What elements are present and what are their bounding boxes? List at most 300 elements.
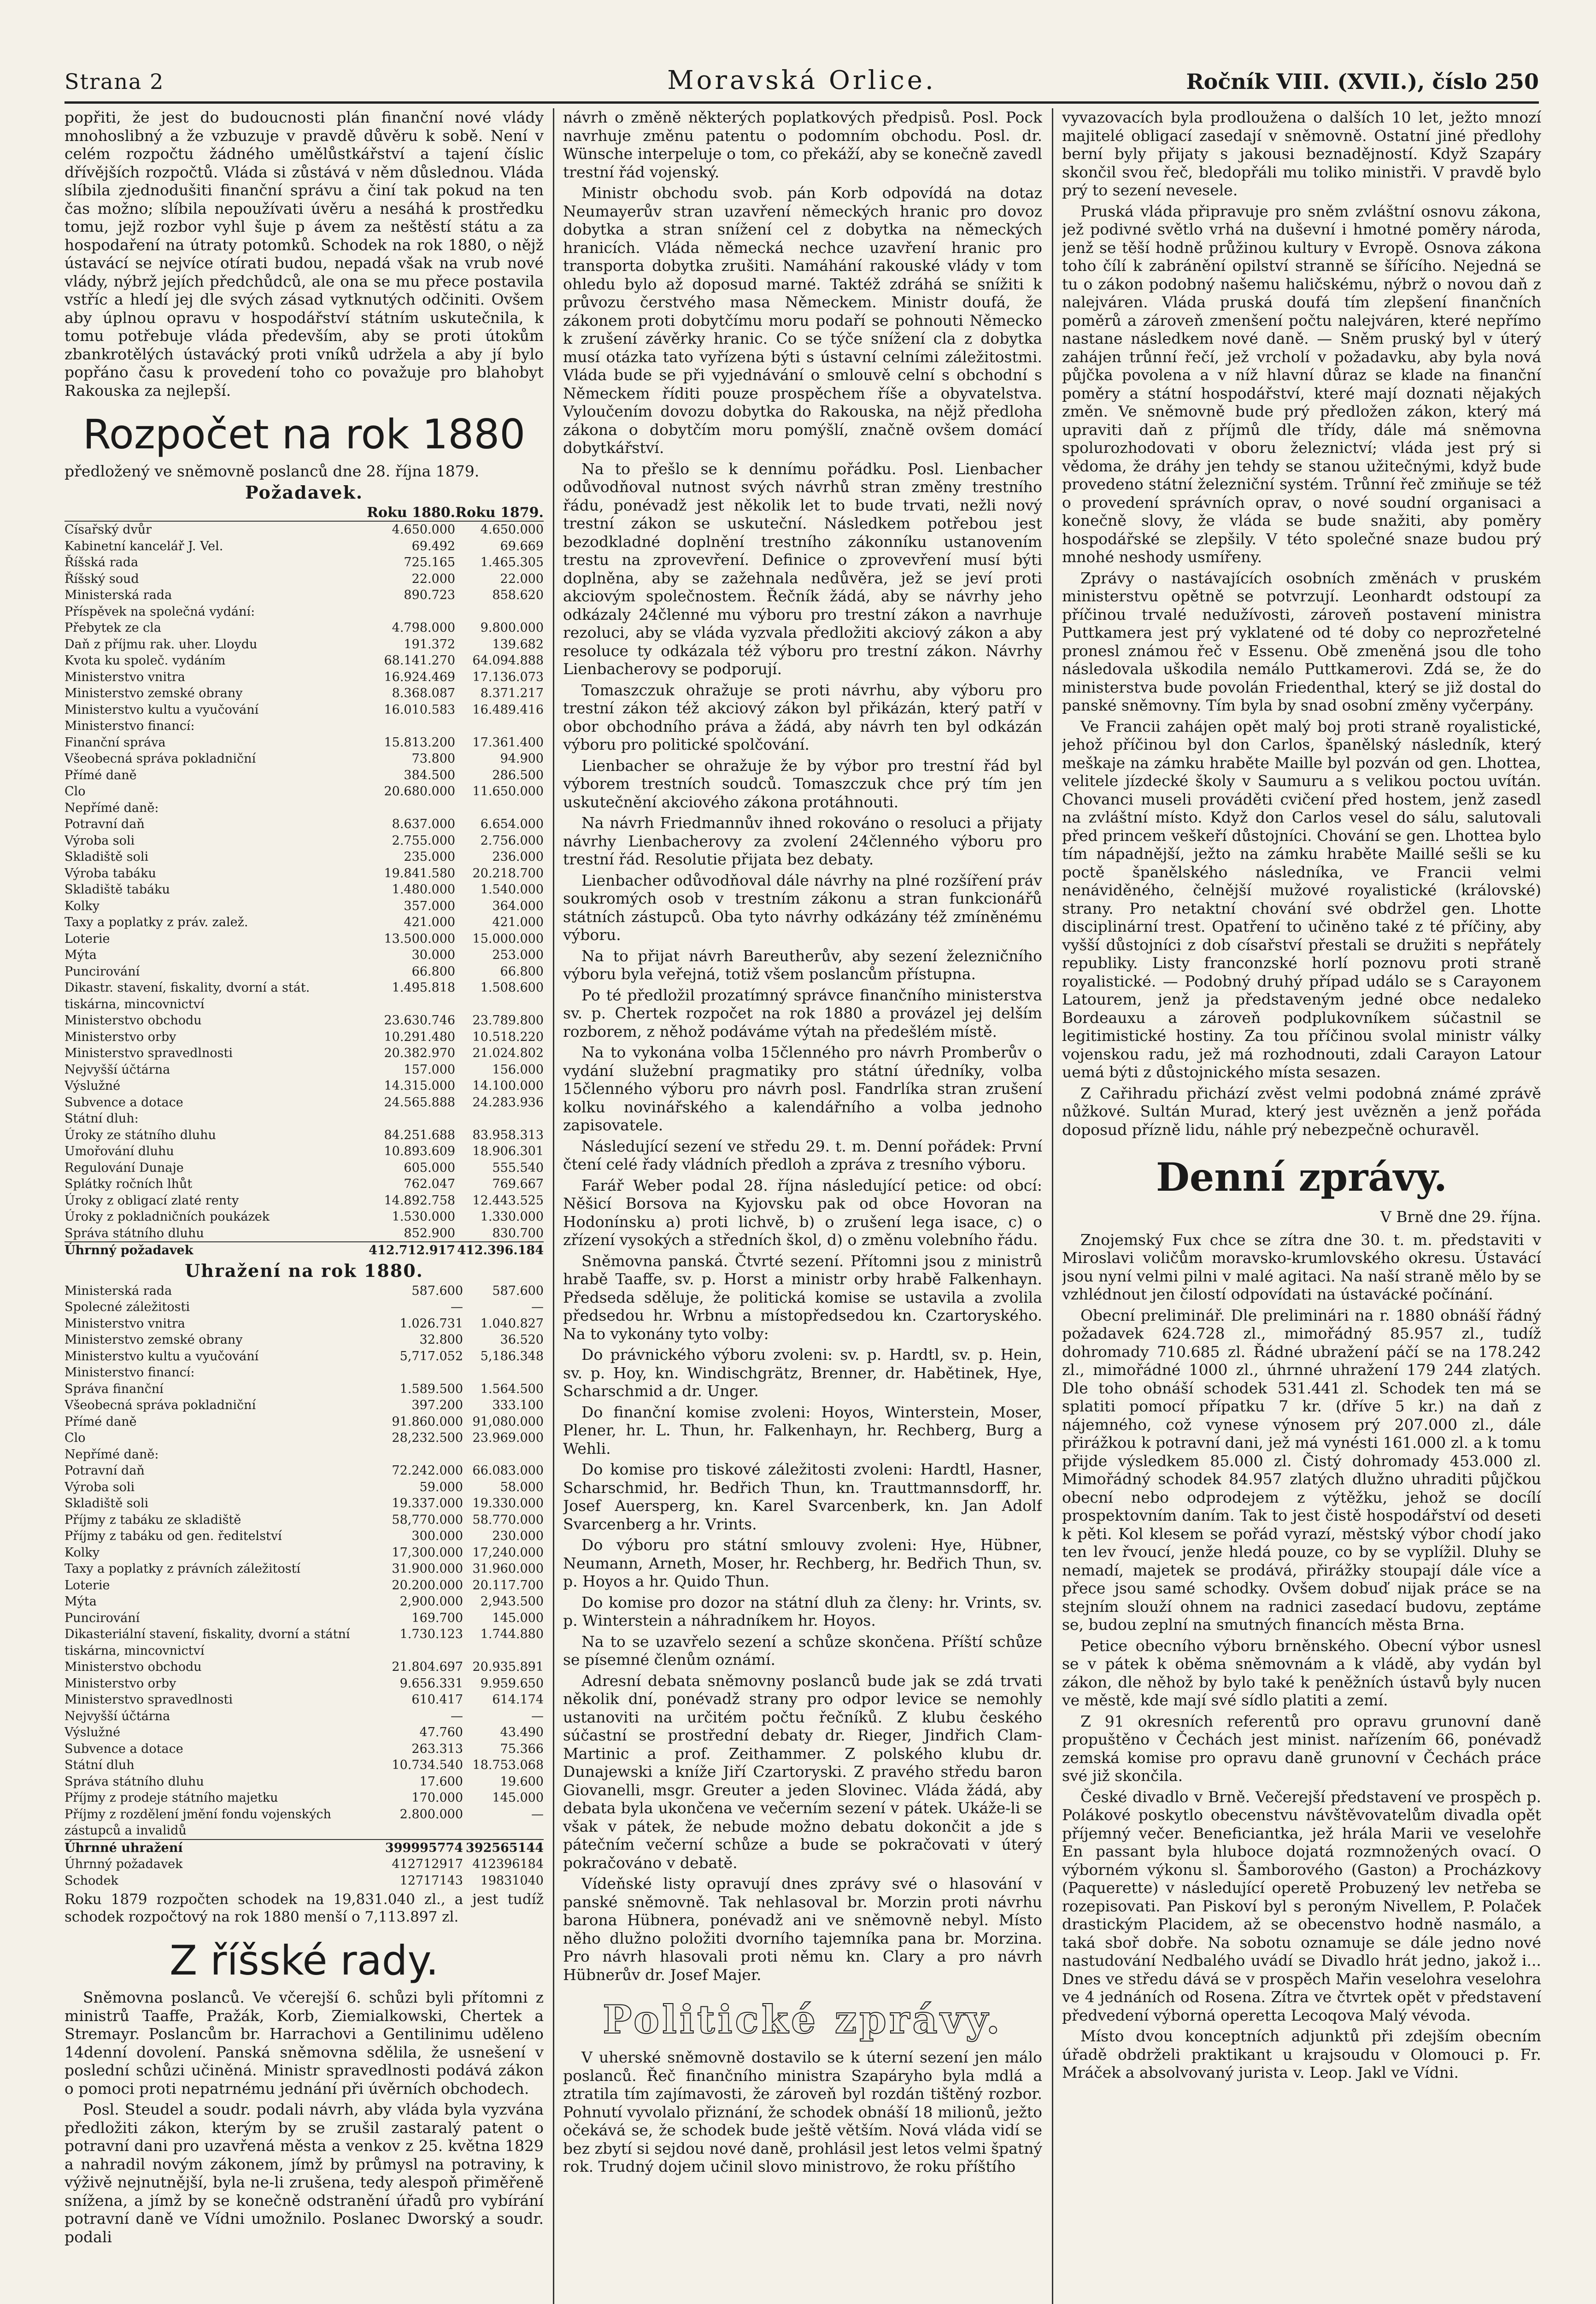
article-paragraph: Ministr obchodu svob. pán Korb odpovídá na dotaz Neumayerův stran uzavření německých hranic pro dovoz dobytka a stran snížení cel z dobytka na německých hranicích. Vláda německá nechce uzavření hranic pro transporta dobytka zrušiti. Namáhání rakouské vlády v tom ohledu bylo až doposud marné. Taktéž zdráhá se snížiti k průvozu čerstvého masa Německem. Ministr doufá, že zákonem proti dobytčímu moru podaří se pohnouti Německo k zrušení závěrky hranic. Co se týče snížení cla z dobytka musí otázka tato vyřízena býti s ústavní celními záležitostmi. Vláda bude se při vyjednávání o smlouvě celní s obchodní s Německem říditi pouze prospěchem říše a obyvatelstva. Vyloučením dovozu dobytka do Rakouska, na nějž předloha zákona o dobytčím moru pomýšlí, značně ovšem domácí dobytkářství. [563, 184, 1042, 457]
row-label: Úhrnný požadavek [65, 1857, 183, 1871]
article-paragraph: Pruská vláda připravuje pro sněm zvláštní osnovu zákona, jež podivné světlo vrhá na duševní i hmotné poměry národa, jenž se těší hodně průžinou kultury v Evropě. Osnova zákona toho čílí k zabránění opilství stranně se šířícího. Nejedná se tu o zákon podobný našemu haličskému, nýbrž o novou daň z nalejváren. Vláda pruská doufá tím zlepšení finančních poměrů a zároveň zmenšení počtu nalejváren, které nepřímo nastane následkem nové daně. — Sněm pruský byl v úterý zahájen trůnní řečí, jež vrcholí v požadavku, aby byla nová půjčka povolena a v níž hlavní důraz se klade na finanční poměry a státní hospodářství, které mají doznati nějakých změn. Ve sněmovně bude prý předložen zákon, který má upraviti daň z příjmů dle třídy, dále má sněmovna spolurozhodovati v oboru železnictví; vláda jest prý si vědoma, že dráhy jen tehdy se stanou užitečnými, když bude provedeno státní železniční systém. Trůnní řeč zmiňuje se též o provedení správních oprav, o nové soudní organisaci a konečně slovy, že vláda se bude snažiti, aby poměry hospodářské se zlepšily. V této společné snaze budou prý mnohé neshody usmířeny. [1062, 202, 1541, 566]
table-row [65, 1193, 544, 1209]
row-label: Taxy a poplatky z právních záležitostí [65, 1562, 301, 1576]
table-row [65, 1364, 544, 1381]
article-paragraph: návrh o změně některých poplatkových předpisů. Posl. Pock navrhuje změnu patentu o podomním obchodu. Posl. dr. Wünsche interpeluje o tom, co překáží, aby se konečně zavedl trestní řád vojenský. [563, 108, 1042, 181]
row-label: Ministerstvo zemské obrany [65, 686, 243, 700]
value-1880: 2.800.000 [399, 1807, 463, 1822]
value-1879: — [531, 1300, 544, 1314]
value-1879: 24.283.936 [472, 1095, 544, 1110]
table-row [65, 1561, 544, 1577]
table-row [65, 571, 544, 588]
row-label: Mýta [65, 948, 97, 962]
daily-news-title: Denní zprávy. [1156, 1154, 1447, 1200]
value-1879: 23.969.000 [472, 1431, 544, 1445]
value-1880 [367, 1111, 455, 1127]
row-label: Úhrnný požadavek [65, 1242, 367, 1259]
budget-note: Roku 1879 rozpočten schodek na 19,831.040 zl., a jest tudíž schodek rozpočtový na rok 1880 menší o 7,113.897 zl. [65, 1891, 544, 1925]
dateline: V Brně dne 29. října. [1380, 1208, 1541, 1226]
row-label: Ministerská rada [65, 588, 172, 602]
value-1880: 10.734.540 [392, 1758, 463, 1772]
table-row [65, 1873, 544, 1889]
value-1879: 392565144 [463, 1840, 544, 1857]
row-label: Loterie [65, 1578, 110, 1593]
table-row [65, 604, 544, 620]
budget-cover-table [65, 1283, 544, 1889]
value-1879 [463, 1446, 544, 1463]
table-row [65, 1299, 544, 1316]
article-paragraph: Do výboru pro státní smlouvy zvoleni: Hye, Hübner, Neumann, Arneth, Moser, hr. Rechberg, hr. Bedřich Thun, sv. p. Hoyos a hr. Quido Thun. [563, 1536, 1042, 1590]
table-row [65, 816, 544, 833]
value-1880: 16.924.469 [384, 670, 456, 684]
row-label: Ministerstvo financí: [65, 719, 195, 733]
value-1879: 17,240.000 [472, 1545, 544, 1560]
article-paragraph: Po té předložil prozatímný správce finančního ministerstva sv. p. Chertek rozpočet na rok 1880 a provázel jej delším rozborem, z něhož podáváme výtah na předešlém místě. [563, 986, 1042, 1040]
value-1879: 236.000 [492, 850, 544, 864]
table-row [65, 538, 544, 555]
value-1880: 73.800 [411, 752, 456, 766]
value-1880: 605.000 [404, 1160, 456, 1175]
article-paragraph: Ve Francii zahájen opět malý boj proti straně royalistické, jehož příčinou byl don Carlos, španělský následník, který meškaje na zámku hraběte Maille byl pozván od gen. Lhottea, velitele jízdecké školy v Saumuru a s velikou poctou uvítán. Chovanci museli prováděti cvičení před hostem, jenž zasedl na zvláštní místo. Když don Carlos vesel do sálu, salutovali před princem veškeří důstojníci. Chování se gen. Lhottea bylo tím nápadnější, ježto na zámku hraběte Maillé sešli se ku poctě španělského následníka, ve Francii velmi nenáviděného, čelnější mužové royalistické (královské) strany. Pro netaktní chování své obdržel gen. Lhotte disciplinární trest. Opatření to učiněno také z té příčiny, aby vyšší důstojníci z dob císařství přestali se družiti s nepřátely republiky. Listy franconzské horlí poznovu proti straně royalistické. — Podobný druhý případ událo se s Carayonem Latourem, jenž ja představeným jedné obce nedaleko Bordeauxu a zároveň podplukovníkem súčastnil se legitimistické hostiny. Za tou příčinou svolal ministr války vojenskou radu, jež má rozhodnouti, zdali Carayon Latour uemá býti z důstojnického místa sesazen. [1062, 717, 1541, 1081]
table-row [65, 1610, 544, 1627]
article-paragraph: Na to vykonána volba 15členného pro návrh Promberův o vydání služební pragmatiky pro státní úředníky, volba 15členného výboru pro návrh posl. Fandrlíka stran zrušení kolku novinářského a kalendářního a volba jednoho zapisovatele. [563, 1043, 1042, 1134]
row-label: Všeobecná správa pokladniční [65, 1398, 256, 1412]
value-1879: 10.518.220 [472, 1029, 544, 1044]
row-label: Taxy a poplatky z práv. zalež. [65, 915, 248, 929]
article-paragraph: Do komise pro dozor na státní dluh za členy: hr. Vrints, sv. p. Winterstein a náhradníkem hr. Hoyos. [563, 1593, 1042, 1629]
value-1880: — [451, 1709, 463, 1723]
value-1879: 64.094.888 [472, 653, 544, 668]
page-label: Strana 2 [65, 69, 164, 94]
column-rule [1052, 108, 1053, 2304]
table-row [65, 652, 544, 669]
value-1879: 11.650.000 [472, 784, 544, 799]
value-1879: 58.770.000 [472, 1512, 544, 1527]
value-1879: 830.700 [492, 1226, 544, 1240]
value-1879: 16.489.416 [472, 702, 544, 717]
reichsrat-title: Z říšské rady. [170, 1937, 439, 1984]
value-1880: 1.730.123 [399, 1627, 463, 1641]
budget-requirements-table [65, 505, 544, 1259]
value-1879: 17.136.073 [472, 670, 544, 684]
value-1879: 5,186.348 [480, 1349, 544, 1364]
row-label: Finanční správa [65, 735, 166, 750]
table-row [65, 1840, 544, 1857]
table-row [65, 898, 544, 915]
table-row [65, 1446, 544, 1463]
value-1880: 20.200.000 [392, 1578, 463, 1593]
article-paragraph: Lienbacher odůvodňoval dále návrhy na plné rozšíření práv soukromých osob v trestním zákonu a stran funkcionářů státních zástupců. Oba tyto návrhy odkázány též zmíněnému výboru. [563, 871, 1042, 944]
table-row [65, 1430, 544, 1446]
value-1880: 8.368.087 [392, 686, 456, 700]
table-row [65, 1593, 544, 1610]
value-1879: 769.667 [492, 1177, 544, 1191]
value-1879: 1.040.827 [480, 1316, 544, 1331]
value-1879: 1.465.305 [480, 555, 544, 570]
value-1880: 13.500.000 [384, 931, 456, 946]
value-1879: 145.000 [492, 1791, 544, 1805]
value-1879: 94.900 [500, 752, 544, 766]
row-label: Schodek [65, 1873, 118, 1888]
value-1880: 19.841.580 [384, 866, 456, 881]
value-1880: 4.798.000 [392, 621, 456, 635]
value-1880: 412712917 [392, 1857, 463, 1871]
table-row [65, 554, 544, 571]
value-1879: 9.800.000 [480, 621, 544, 635]
article-paragraph: vyvazovacích byla prodloužena o dalších 10 let, ježto mnozí majitelé obligací zasedají v sněmovně. Ostatní jiné předlohy berní byly přijaty s jakousi beznadějností. Když Szapáry skončil svou řeč, bledopřáli mu toliko ministři. V pravdě bylo prý to sezení nevesele. [1062, 108, 1541, 199]
value-1879: 66.083.000 [472, 1464, 544, 1478]
budget-title: Rozpočet na rok 1880 [82, 411, 526, 458]
table-row [65, 865, 544, 882]
row-label: Ministerstvo obchodu [65, 1660, 202, 1674]
value-1880: 72.242.000 [392, 1464, 463, 1478]
row-label: Státní dluh [65, 1758, 135, 1772]
value-1880: 5,717.052 [399, 1349, 463, 1364]
value-1879: 17.361.400 [472, 735, 544, 750]
value-1880: 725.165 [404, 555, 456, 570]
row-label: Nepřímé daně: [65, 1447, 159, 1462]
row-label: Ministerstvo spravedlnosti [65, 1693, 233, 1707]
table-row [65, 735, 544, 751]
value-1879: — [531, 1807, 544, 1822]
article-paragraph: Do finanční komise zvoleni: Hoyos, Winterstein, Moser, Plener, hr. L. Thun, hr. Falkenhayn, hr. Rechberg, Burg a Wehli. [563, 1403, 1042, 1458]
value-1880: 1.589.500 [399, 1381, 463, 1396]
row-label: Daň z příjmu rak. uher. Lloydu [65, 637, 258, 652]
value-1879: 83.958.313 [472, 1128, 544, 1142]
value-1879: 156.000 [492, 1062, 544, 1077]
value-1879: 2,943.500 [480, 1594, 544, 1609]
value-1880: 2.755.000 [392, 833, 456, 848]
row-label: Příspěvek na společná vydání: [65, 604, 255, 619]
table-row [65, 1176, 544, 1193]
row-label: Splátky ročních lhůt [65, 1177, 193, 1191]
value-1880: 384.500 [404, 768, 456, 782]
value-1880: 169.700 [411, 1610, 463, 1625]
row-label: Ministerská rada [65, 1283, 172, 1298]
table-row [65, 1012, 544, 1029]
politics-paragraph: V uherské sněmovně dostavilo se k úterní sezení jen málo poslanců. Řeč finančního ministra Szapáryho byla mdlá a ztratila tím zajímavosti, že zároveň byl rozdán tištěný rozbor. Pohnutí vyvolalo přiznání, že schodek obnáší 18 milionů, ježto očekává se, že schodek bude ještě větším. Nová vláda vidí se bez zbytí si sejdou nové daně, prohlásil jest letos velmi špatný rok. Trudný dojem učinil slovo ministrovo, že roku příštího [563, 2048, 1042, 2175]
value-1879: 91,080.000 [472, 1414, 544, 1429]
row-label: Clo [65, 784, 86, 799]
value-1880: 890.723 [404, 588, 456, 602]
value-1880: 762.047 [404, 1177, 456, 1191]
article-paragraph: Zprávy o nastávajících osobních změnách v pruském ministerstvu opětně se potvrzují. Leonhardt odstoupí za příčinou trvalé nedužívosti, zároveň postavení ministra Puttkamera jest prý vyklatené od té doby co neprozřetelné pronesl známou řeč v Essenu. Obě zmeněná jsou dle toho následovala uškodila nemálo Puttkamerovi. Zdá se, že do ministerstva bude povolán Friedenthal, který se již dostal do panské sněmovny. Tím byla by snad osobní změny vyčerpány. [1062, 569, 1541, 714]
value-1879 [463, 1364, 544, 1381]
row-label: Ministerstvo obchodu [65, 1013, 202, 1028]
row-label: Přímé daně [65, 768, 137, 782]
row-label: Výroba soli [65, 1480, 135, 1494]
value-1880: 84.251.688 [384, 1128, 456, 1142]
row-label: Subvence a dotace [65, 1741, 183, 1756]
page-header [65, 60, 1539, 104]
value-1880: 421.000 [404, 915, 456, 929]
article-paragraph: Farář Weber podal 28. října následující petice: od obcí: Něšicí Borsova na Kyjovsku pak od obce Hovoran na Hodonínsku a) proti lichvě, b) o zrušení lega isace, c) o zřízení vysokých a středních škol, d) o změnu volebního řádu. [563, 1176, 1042, 1249]
value-1879: 286.500 [492, 768, 544, 782]
row-label: Státní dluh: [65, 1111, 139, 1126]
row-label: Nejvyšší účtárna [65, 1709, 170, 1723]
row-label: Skladiště tabáku [65, 882, 170, 897]
value-1880 [367, 604, 455, 620]
table-row [65, 800, 544, 817]
value-1879: 1.564.500 [480, 1381, 544, 1396]
row-label: Mýta [65, 1594, 97, 1609]
value-1880: 20.680.000 [384, 784, 456, 799]
table-row [65, 521, 544, 538]
table-row [65, 1045, 544, 1062]
value-1879: 421.000 [492, 915, 544, 929]
value-1880: 14.892.758 [384, 1193, 456, 1208]
table-row [65, 1757, 544, 1774]
column-3 [1062, 108, 1541, 2304]
table-row [65, 1062, 544, 1078]
row-label: Ministerstvo kultu a vyučování [65, 1349, 259, 1364]
news-paragraph: Znojemský Fux chce se zítra dne 30. t. m. představiti v Miroslavi voličům moravsko-krumlovského okresu. Ústavácí jsou nyní velmi pilni v malé agitaci. Na naší straně mělo by se vzhlédnout jen čilostí odpovídati na ústavácké počínání. [1062, 1230, 1541, 1303]
article-paragraph: Na to přešlo se k dennímu pořádku. Posl. Lienbacher odůvodňoval nutnost svých návrhů stran změny trestního řádu, ponévadž jest několik let to bude trvati, nežli nový trestní zákon se uskuteční. Následkem potřebou jest bezodkladné doplnění trestního zákonníku ustanovením trestu na zprovevření. Definice o zprovevření musí býti doplněna, aby se zažehnala nedůvěra, jež se jeví proti akciovým společnostem. Řečník žádá, aby se návrhy jeho odkázaly 24členné mu výboru pro trestní zákon a navrhuje rezoluci, aby se vláda vyzvala předložiti akciový zákon a aby resoluce ty odkázala též výboru pro trestní zákon. Návrhy Lienbacherovy se podporují. [563, 459, 1042, 678]
value-1880: 20.382.970 [384, 1046, 456, 1060]
value-1880: 357.000 [404, 899, 456, 913]
table-row [65, 1495, 544, 1512]
row-label: Výroba soli [65, 833, 135, 848]
table-row [65, 1512, 544, 1528]
value-1879: 36.520 [500, 1333, 544, 1347]
value-1879: 22.000 [500, 571, 544, 586]
value-1880: 32.800 [419, 1333, 463, 1347]
value-1879: 43.490 [500, 1725, 544, 1740]
table-row [65, 767, 544, 784]
value-1879: 230.000 [492, 1529, 544, 1543]
column-year-1880: Roku 1880. [367, 504, 456, 521]
row-label: Všeobecná správa pokladniční [65, 752, 256, 766]
section-cover: Uhražení na rok 1880. [185, 1260, 423, 1281]
value-1879: 14.100.000 [472, 1079, 544, 1093]
row-label: Výslužné [65, 1725, 121, 1740]
row-label: Umořování dluhu [65, 1144, 174, 1158]
section-requirements: Požadavek. [245, 482, 364, 503]
politics-title: Politické zprávy. [603, 1997, 1003, 2042]
value-1879: 4.650.000 [480, 523, 544, 537]
table-row [65, 702, 544, 718]
budget-subtitle: předložený ve sněmovně poslanců dne 28. října 1879. [65, 462, 480, 480]
value-1880: 47.760 [419, 1725, 463, 1740]
table-row [65, 1659, 544, 1675]
row-label: Ministerstvo spravedlnosti [65, 1046, 233, 1060]
value-1879: 31.960.000 [472, 1562, 544, 1576]
value-1879: 66.800 [500, 964, 544, 979]
article-paragraph: Vídeňské listy opravují dnes zprávy své o hlasování v panské sněmovně. Tak nehlasoval br. Morzin proti návrhu barona Hübnera, ponévadž ani ve sněmovně nebyl. Místo něho dlužno položiti dvorního tajemníka pana br. Morzina. Pro návrh hlasovali proti němu kn. Clary a pro návrh Hübnerův dr. Josef Majer. [563, 1875, 1042, 1984]
table-row [65, 1332, 544, 1348]
value-1879: 858.620 [492, 588, 544, 602]
row-label: Správa finanční [65, 1381, 164, 1396]
table-row [65, 1479, 544, 1496]
value-1879: — [531, 1709, 544, 1723]
table-row [65, 783, 544, 800]
row-label: Císařský dvůr [65, 523, 152, 537]
value-1880: 412.712.917 [367, 1242, 455, 1259]
table-row [65, 1528, 544, 1545]
row-label: Ministerstvo zemské obrany [65, 1333, 243, 1347]
table-row [65, 1545, 544, 1561]
value-1880: 9.656.331 [399, 1676, 463, 1691]
reichsrat-paragraph: Posl. Steudel a soudr. podali návrh, aby vláda byla vyzvána předložiti zákon, kterým by se zrušil zastaralý patent o potravní dani pro uzavřená města a venkov z 25. května 1829 a nahradil novým zákonem, jímž by průmysl na potraviny, k výživě nejnutnější, byla ne-li zrušena, tedy alespoň přiměřeně snížena, a jímž by se konečně odstranění úřadů pro vybírání potravní daně ve Vídni umožnilo. Poslanec Dworský a soudr. podali [65, 2100, 544, 2246]
masthead: Moravská Orlice. [667, 65, 936, 95]
value-1879: 333.100 [492, 1398, 544, 1412]
table-row [65, 1626, 544, 1659]
value-1880: 58,770.000 [392, 1512, 463, 1527]
value-1880: 22.000 [411, 571, 456, 586]
column-year-1879: Roku 1879. [455, 504, 544, 521]
value-1880: 21.804.697 [392, 1660, 463, 1674]
value-1879: 139.682 [492, 637, 544, 652]
row-label: Skladiště soli [65, 1496, 149, 1511]
article-paragraph: Do právnického výboru zvoleni: sv. p. Hardtl, sv. p. Hein, sv. p. Hoy, kn. Windischgrätz, Brenner, dr. Habětinek, Hye, Scharschmid a dr. Unger. [563, 1346, 1042, 1400]
value-1880: 170.000 [411, 1791, 463, 1805]
value-1880: 300.000 [411, 1529, 463, 1543]
row-label: Kabinetní kancelář J. Vel. [65, 539, 223, 553]
value-1880: 17,300.000 [392, 1545, 463, 1560]
table-row [65, 1692, 544, 1708]
value-1880: 235.000 [404, 850, 456, 864]
table-row [65, 620, 544, 636]
value-1880: 1.495.818 [392, 981, 456, 995]
article-paragraph: Následující sezení ve středu 29. t. m. Denní pořádek: První čtení celé řady vládních předloh a zpráva z tresního výboru. [563, 1137, 1042, 1173]
row-label: Úhrnné uhražení [65, 1840, 382, 1857]
value-1879: 9.959.650 [480, 1676, 544, 1691]
table-row [65, 1463, 544, 1479]
row-label: Úroky z pokladničních poukázek [65, 1210, 270, 1224]
column-2 [563, 108, 1042, 2304]
value-1879: 587.600 [492, 1283, 544, 1298]
table-row [65, 1078, 544, 1094]
table-row [65, 1029, 544, 1046]
row-label: Ministerstvo orby [65, 1029, 176, 1044]
row-label: Přímé daně [65, 1414, 137, 1429]
row-label: Loterie [65, 931, 110, 946]
value-1880: 91.860.000 [392, 1414, 463, 1429]
row-label: Příjmy z tabáku od gen. ředitelství [65, 1529, 282, 1543]
value-1880: 191.372 [404, 637, 456, 652]
value-1879 [455, 604, 544, 620]
value-1879: 19.600 [500, 1774, 544, 1789]
table-row [65, 1741, 544, 1757]
value-1880: 1.026.731 [399, 1316, 463, 1331]
value-1879: 23.789.800 [472, 1013, 544, 1028]
news-paragraph: České divadlo v Brně. Večerejší představení ve prospěch p. Polákové poskytlo obecenstvu návštěvovatelům divadla opět příjemný večer. Beneficiantka, jež hrála Marii ve veselohře En passant byla hluboce dojatá rozmnožených ovací. O výborném výkonu sl. Šamborového (Gaston) a Procházkovy (Paquerette) v následující operetě Probuzený lev netřeba se rozepisovati. Pan Piskoví byl s peroným Nivellem, P. Polaček drastickým Placidem, až se obecenstvo hodně nasmálo, a taká sboř dobře. Na sobotu oznamuje se dále jedno nové nastudování Nedbalého uvádí se Divadlo hrát jedno, jakož i... Dnes ve středu dává se v prospěch Mařin veselohra veselohra ve 4 jednáních od Rosena. Zítra ve čtvrtek opět v představení předvedení výborná operetta Lecoqova Malý vévoda. [1062, 1787, 1541, 2024]
news-paragraph: Petice obecního výboru brněnského. Obecní výbor usnesl se v pátek k oběma sněmovnám a k vládě, aby vydán byl zákon, dle něhož by bylo také k peněžních ústavů byly nucen ve městě, kde mají své sídlo platiti a zemí. [1062, 1636, 1541, 1709]
table-row [65, 1381, 544, 1398]
value-1880: 263.313 [411, 1741, 463, 1756]
table-row [65, 1708, 544, 1725]
value-1880: 24.565.888 [384, 1095, 456, 1110]
table-row [65, 980, 544, 1012]
row-label: Dikasteriální stavení, fiskality, dvorní a státní tiskárna, mincovnictví [65, 1627, 350, 1658]
row-label: Potravní daň [65, 1464, 145, 1478]
table-row [65, 1724, 544, 1741]
table-row [65, 1806, 544, 1840]
article-paragraph: Adresní debata sněmovny poslanců bude jak se zdá trvati několik dní, ponévadž strany pro odpor levice se nemohly ustanoviti na určitém počtu řečníků. Z klubu českého súčastní se prostřední debaty dr. Rieger, Jindřich Clam-Martinic a prof. Zeithammer. Z polského klubu dr. Dunajewski a kníže Jiří Czartoryski. Z pravého středu baron Giovanelli, msgr. Greuter a jeden Slovinec. Vláda žádá, aby debata byla ukončena ve večerním sezení v pátek. Ukáže-li se však v pátek, že nebude možno debatu dokončit a jde s pátečním večerní schůze a bude se pokračovati v úterý pokračováno v debatě. [563, 1671, 1042, 1872]
value-1880: 157.000 [404, 1062, 456, 1077]
value-1880: 17.600 [419, 1774, 463, 1789]
value-1880: 399995774 [382, 1840, 463, 1857]
table-row [65, 1225, 544, 1242]
value-1880: 12717143 [399, 1873, 463, 1888]
table-row [65, 1127, 544, 1144]
row-label: Říšská rada [65, 555, 139, 570]
value-1879: 1.540.000 [480, 882, 544, 897]
table-row [65, 1675, 544, 1692]
row-label: Nejvyšší účtárna [65, 1062, 170, 1077]
value-1880: 31.900.000 [392, 1562, 463, 1576]
value-1879: 1.744.880 [480, 1627, 544, 1641]
table-row [65, 1160, 544, 1176]
value-1879: 2.756.000 [480, 833, 544, 848]
value-1879: 69.669 [500, 539, 544, 553]
row-label: Úroky ze státního dluhu [65, 1128, 216, 1142]
table-row [65, 964, 544, 980]
row-label: Regulování Dunaje [65, 1160, 184, 1175]
article-paragraph: Na návrh Friedmannův ihned rokováno o resoluci a přijaty návrhy Lienbacherovy za zvolení 24členného výboru pro trestní řád. Resolutie přijata bez debaty. [563, 814, 1042, 868]
value-1880: 397.200 [411, 1398, 463, 1412]
row-label: Výroba tabáku [65, 866, 156, 881]
table-row [65, 1577, 544, 1594]
value-1880: 852.900 [404, 1226, 456, 1240]
value-1880: — [451, 1300, 463, 1314]
table-row [65, 914, 544, 931]
table-row [65, 947, 544, 964]
value-1879 [455, 800, 544, 817]
table-row [65, 1094, 544, 1111]
value-1879: 21.024.802 [472, 1046, 544, 1060]
table-row [65, 1242, 544, 1259]
value-1879: 6.654.000 [480, 817, 544, 831]
table-row [65, 931, 544, 947]
reichsrat-paragraph: Sněmovna poslanců. Ve včerejší 6. schůzi byli přítomni z ministrů Taaffe, Pražák, Korb, Ziemialkowski, Chertek a Stremayr. Poslancům br. Harrachovi a Gentilinimu uděleno 14denní dovolení. Panská sněmovna sdělila, že usnešení v poslední schůzi učiněná. Ministr spravedlnosti podává zákon o pomoci proti nepatrnému jednání při úvěrních obchodech. [65, 1988, 544, 2098]
table-row [65, 587, 544, 604]
row-label: Puncirování [65, 1610, 140, 1625]
value-1879 [455, 718, 544, 735]
row-label: Subvence a dotace [65, 1095, 183, 1110]
row-label: Ministerstvo kultu a vyučování [65, 702, 259, 717]
value-1879: 253.000 [492, 948, 544, 962]
value-1879: 412396184 [472, 1857, 544, 1871]
row-label: Skladiště soli [65, 850, 149, 864]
value-1879: 412.396.184 [455, 1242, 544, 1259]
value-1879: 20.935.891 [472, 1660, 544, 1674]
value-1880: 30.000 [411, 948, 456, 962]
value-1879: 75.366 [500, 1741, 544, 1756]
row-label: Ministerstvo orby [65, 1676, 176, 1691]
value-1880: 10.291.480 [384, 1029, 456, 1044]
row-label: Příjmy z rozdělení jmění fondu vojenských zástupců a invalidů [65, 1807, 331, 1838]
value-1880: 610.417 [411, 1693, 463, 1707]
article-paragraph: Lienbacher se ohražuje že by výbor pro trestní řád byl výborem trestních soudců. Tomaszczuk chce prý tím jen uskutečnění akciového zákona protáhnouti. [563, 756, 1042, 811]
row-label: Kvota ku společ. vydáním [65, 653, 226, 668]
value-1880: 14.315.000 [384, 1079, 456, 1093]
value-1880: 587.600 [411, 1283, 463, 1298]
value-1879: 20.218.700 [472, 866, 544, 881]
article-paragraph: Sněmovna panská. Čtvrté sezení. Přítomni jsou z ministrů hrabě Taaffe, sv. p. Horst a ministr orby hrabě Falkenhayn. Předseda sděluje, že politická komise se ustavila a zvolila předsedou hr. Wrbnu a místopředsedou kn. Czartoryského. Na to vykonány tyto volby: [563, 1252, 1042, 1343]
row-label: Správa státního dluhu [65, 1226, 204, 1240]
row-label: Ministerstvo vnitra [65, 670, 185, 684]
table-row [65, 1209, 544, 1225]
table-row [65, 718, 544, 735]
value-1879: 20.117.700 [472, 1578, 544, 1593]
article-paragraph: Do komise pro tiskové záležitosti zvoleni: Hardtl, Hasner, Scharschmid, hr. Bedřich Thun, kn. Trauttmannsdorff, hr. Josef Auersperg, kn. Karel Svarcenberk, kn. Jan Adolf Svarcenberg a hr. Vrints. [563, 1460, 1042, 1533]
article-paragraph: Na to se uzavřelo sezení a schůze skončena. Příští schůze se písemné členům oznámí. [563, 1632, 1042, 1669]
table-row [65, 636, 544, 653]
value-1879: 58.000 [500, 1480, 544, 1494]
row-label: Dikastr. stavení, fiskality, dvorní a stát. tiskárna, mincovnictví [65, 981, 310, 1011]
value-1879: 19831040 [480, 1873, 544, 1888]
